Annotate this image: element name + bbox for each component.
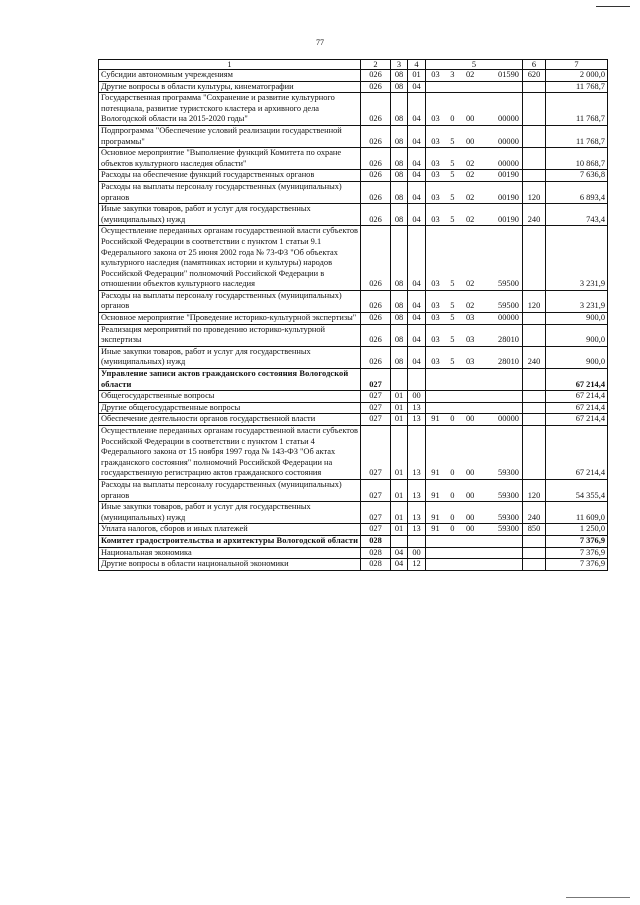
row-code-6 [523, 93, 546, 126]
bottom-mark [566, 897, 630, 898]
row-amount: 900,0 [546, 324, 608, 346]
row-code-2: 026 [361, 324, 391, 346]
row-amount: 3 231,9 [546, 290, 608, 312]
target-code-part: 0 [450, 524, 455, 534]
target-code [427, 193, 521, 204]
row-code-4: 04 [408, 181, 426, 203]
row-code-3: 08 [391, 324, 408, 346]
target-code [427, 468, 521, 479]
row-code-5 [426, 125, 523, 147]
row-code-2: 026 [361, 346, 391, 368]
target-code [427, 513, 521, 524]
row-code-4: 04 [408, 81, 426, 93]
target-code-part: 00000 [498, 313, 519, 323]
target-code-part: 5 [450, 158, 455, 168]
row-code-3: 08 [391, 290, 408, 312]
row-name: Иные закупки товаров, работ и услуг для государственных (муниципальных) нужд [99, 204, 361, 226]
target-code [427, 524, 521, 535]
row-name: Другие общегосударственные вопросы [99, 402, 361, 414]
target-code-part: 5 [450, 170, 455, 180]
row-code-6 [523, 170, 546, 182]
row-code-6: 620 [523, 70, 546, 82]
row-code-6: 240 [523, 502, 546, 524]
target-code-part: 5 [450, 313, 455, 323]
row-amount: 7 376,9 [546, 535, 608, 547]
target-code [427, 491, 521, 502]
row-code-6 [523, 402, 546, 414]
table-row [99, 502, 608, 524]
target-code-part: 02 [465, 158, 475, 168]
target-code-part: 91 [431, 490, 440, 500]
row-code-2: 027 [361, 479, 391, 501]
row-code-5 [426, 502, 523, 524]
row-name: Расходы на выплаты персоналу государственных (муниципальных) органов [99, 290, 361, 312]
row-code-4: 04 [408, 170, 426, 182]
row-code-6 [523, 81, 546, 93]
row-code-3 [391, 369, 408, 391]
row-amount: 743,4 [546, 204, 608, 226]
row-code-6: 120 [523, 290, 546, 312]
target-code-part: 59300 [498, 512, 519, 522]
corner-mark [596, 6, 630, 7]
target-code-part: 03 [431, 70, 440, 79]
target-code [427, 301, 521, 312]
row-code-5 [426, 148, 523, 170]
target-code [427, 313, 521, 324]
target-code-part: 59300 [498, 524, 519, 534]
row-code-6 [523, 313, 546, 325]
target-code-part: 00190 [498, 214, 519, 224]
table-row [99, 226, 608, 291]
row-name: Осуществление переданных органам государственной власти субъектов Российской Федерации в соответствии с пунктом 1 статьи 4 Федерального закона от 15 ноября 1997 года № 143-ФЗ "Об актах гражданского состояния" полномочий Российской Федерации на государственную регистрацию актов гражданского состояния [99, 426, 361, 480]
target-code-part: 02 [465, 214, 475, 224]
header-col-3: 3 [391, 60, 408, 70]
row-code-5 [426, 547, 523, 559]
row-code-5 [426, 535, 523, 547]
row-name: Иные закупки товаров, работ и услуг для государственных (муниципальных) нужд [99, 346, 361, 368]
row-code-2: 027 [361, 414, 391, 426]
target-code-part: 02 [465, 192, 475, 202]
row-code-5 [426, 402, 523, 414]
row-name: Реализация мероприятий по проведению историко-культурной экспертизы [99, 324, 361, 346]
row-code-5 [426, 93, 523, 126]
row-code-5 [426, 369, 523, 391]
row-amount: 900,0 [546, 346, 608, 368]
row-name: Расходы на выплаты персоналу государственных (муниципальных) органов [99, 181, 361, 203]
row-amount: 11 768,7 [546, 125, 608, 147]
table-row [99, 70, 608, 82]
row-code-4: 13 [408, 479, 426, 501]
row-code-2: 027 [361, 369, 391, 391]
row-code-5 [426, 479, 523, 501]
target-code-part: 00000 [498, 136, 519, 146]
row-amount: 67 214,4 [546, 369, 608, 391]
row-code-4: 12 [408, 559, 426, 571]
target-code-part: 03 [431, 279, 440, 289]
target-code-part: 02 [465, 170, 475, 180]
row-code-6: 240 [523, 204, 546, 226]
table-row [99, 391, 608, 403]
row-code-2: 026 [361, 125, 391, 147]
table-row [99, 81, 608, 93]
table-row [99, 148, 608, 170]
row-code-3: 01 [391, 502, 408, 524]
header-col-1: 1 [99, 60, 361, 70]
target-code [427, 335, 521, 346]
row-code-2: 026 [361, 81, 391, 93]
row-name: Иные закупки товаров, работ и услуг для государственных (муниципальных) нужд [99, 502, 361, 524]
row-name: Управление записи актов гражданского состояния Вологодской области [99, 369, 361, 391]
target-code [427, 170, 521, 181]
row-code-2: 026 [361, 226, 391, 291]
row-code-4: 04 [408, 204, 426, 226]
row-amount: 11 768,7 [546, 93, 608, 126]
target-code-part: 00 [465, 414, 475, 424]
table-row [99, 369, 608, 391]
target-code-part: 00 [465, 512, 475, 522]
table-row [99, 426, 608, 480]
row-code-2: 027 [361, 426, 391, 480]
row-code-4: 04 [408, 125, 426, 147]
row-code-3: 08 [391, 181, 408, 203]
table-row [99, 535, 608, 547]
row-code-3: 01 [391, 524, 408, 536]
row-name: Расходы на выплаты персоналу государственных (муниципальных) органов [99, 479, 361, 501]
table-row [99, 93, 608, 126]
page-number: 77 [316, 38, 324, 47]
target-code-part: 91 [431, 414, 440, 424]
target-code-part: 00 [465, 114, 475, 124]
row-code-5 [426, 290, 523, 312]
target-code-part: 5 [450, 279, 455, 289]
target-code [427, 279, 521, 290]
row-code-3: 08 [391, 346, 408, 368]
target-code-part: 03 [465, 335, 475, 345]
table-row [99, 414, 608, 426]
row-code-4: 04 [408, 290, 426, 312]
row-amount: 11 768,7 [546, 81, 608, 93]
target-code-part: 59300 [498, 468, 519, 478]
row-code-3: 08 [391, 226, 408, 291]
row-code-5 [426, 426, 523, 480]
table-body [99, 70, 608, 571]
row-name: Осуществление переданных органам государственной власти субъектов Российской Федерации в соответствии с пунктом 1 статьи 9.1 Федерального закона от 25 июня 2002 года № 73-ФЗ "Об объектах культурного наследия (памятниках истории и культуры) народов Российской Федерации" полномочий Российской Федерации в отношении объектов культурного наследия [99, 226, 361, 291]
header-col-2: 2 [361, 60, 391, 70]
row-code-6 [523, 324, 546, 346]
row-code-3: 08 [391, 313, 408, 325]
row-code-2: 026 [361, 148, 391, 170]
table-row [99, 170, 608, 182]
target-code-part: 5 [450, 136, 455, 146]
row-code-3 [391, 535, 408, 547]
row-code-6 [523, 226, 546, 291]
row-code-2: 027 [361, 391, 391, 403]
row-amount: 67 214,4 [546, 402, 608, 414]
target-code-part: 03 [431, 136, 440, 146]
target-code-part: 0 [450, 414, 455, 424]
target-code-part: 02 [465, 279, 475, 289]
target-code-part: 03 [431, 335, 440, 345]
row-code-4: 04 [408, 148, 426, 170]
target-code-part: 5 [450, 335, 455, 345]
row-code-5 [426, 313, 523, 325]
row-code-5 [426, 324, 523, 346]
table-row [99, 524, 608, 536]
row-code-2: 027 [361, 502, 391, 524]
row-amount: 1 250,0 [546, 524, 608, 536]
row-code-2: 026 [361, 290, 391, 312]
target-code-part: 00000 [498, 158, 519, 168]
header-col-5: 5 [426, 60, 523, 70]
row-code-6 [523, 125, 546, 147]
target-code-part: 00 [465, 490, 475, 500]
row-amount: 7 636,8 [546, 170, 608, 182]
table-row [99, 313, 608, 325]
table-row [99, 402, 608, 414]
row-name: Подпрограмма "Обеспечение условий реализации государственной программы" [99, 125, 361, 147]
target-code-part: 0 [450, 512, 455, 522]
row-amount: 7 376,9 [546, 559, 608, 571]
row-amount: 11 609,0 [546, 502, 608, 524]
table-row [99, 204, 608, 226]
table-row [99, 346, 608, 368]
target-code-part: 03 [431, 214, 440, 224]
row-amount: 3 231,9 [546, 226, 608, 291]
row-code-4 [408, 535, 426, 547]
row-amount: 67 214,4 [546, 426, 608, 480]
row-code-6 [523, 535, 546, 547]
target-code-part: 02 [465, 301, 475, 311]
row-code-2: 026 [361, 313, 391, 325]
table-row [99, 559, 608, 571]
row-code-3: 08 [391, 204, 408, 226]
row-code-4: 00 [408, 547, 426, 559]
target-code-part: 5 [450, 301, 455, 311]
table-row [99, 125, 608, 147]
row-code-4: 04 [408, 226, 426, 291]
row-code-3: 01 [391, 414, 408, 426]
row-code-3: 01 [391, 402, 408, 414]
row-code-2: 028 [361, 559, 391, 571]
row-code-2: 028 [361, 547, 391, 559]
row-amount: 900,0 [546, 313, 608, 325]
row-code-3: 08 [391, 125, 408, 147]
row-amount: 6 893,4 [546, 181, 608, 203]
row-code-5 [426, 81, 523, 93]
row-code-3: 01 [391, 479, 408, 501]
row-name: Субсидии автономным учреждениям [99, 70, 361, 82]
row-code-6 [523, 391, 546, 403]
target-code-part: 02 [465, 70, 475, 79]
table-row [99, 547, 608, 559]
row-code-5 [426, 170, 523, 182]
row-name: Другие вопросы в области национальной экономики [99, 559, 361, 571]
row-name: Общегосударственные вопросы [99, 391, 361, 403]
target-code-part: 91 [431, 468, 440, 478]
target-code-part: 00190 [498, 170, 519, 180]
target-code-part: 59500 [498, 301, 519, 311]
row-name: Государственная программа "Сохранение и развитие культурного потенциала, развитие туристского кластера и архивного дела Вологодской области на 2015-2020 годы" [99, 93, 361, 126]
row-code-3: 04 [391, 547, 408, 559]
row-name: Комитет градостроительства и архитектуры Вологодской области [99, 535, 361, 547]
target-code-part: 5 [450, 192, 455, 202]
row-code-5 [426, 181, 523, 203]
target-code [427, 159, 521, 170]
target-code-part: 00190 [498, 192, 519, 202]
table-row [99, 479, 608, 501]
row-name: Основное мероприятие "Проведение историко-культурной экспертизы" [99, 313, 361, 325]
row-code-6 [523, 148, 546, 170]
target-code-part: 03 [431, 301, 440, 311]
target-code-part: 28010 [498, 357, 519, 367]
target-code-part: 03 [465, 357, 475, 367]
target-code-part: 0 [450, 468, 455, 478]
row-code-2: 026 [361, 204, 391, 226]
row-code-6: 120 [523, 181, 546, 203]
table-row [99, 324, 608, 346]
target-code-part: 91 [431, 512, 440, 522]
row-code-4: 13 [408, 414, 426, 426]
row-amount: 54 355,4 [546, 479, 608, 501]
row-code-3: 08 [391, 70, 408, 82]
target-code-part: 00000 [498, 414, 519, 424]
row-code-6: 240 [523, 346, 546, 368]
target-code-part: 01590 [498, 70, 519, 79]
target-code-part: 03 [465, 313, 475, 323]
row-code-5 [426, 70, 523, 82]
row-code-6 [523, 559, 546, 571]
row-code-4: 04 [408, 93, 426, 126]
row-code-6 [523, 414, 546, 426]
row-code-4: 13 [408, 426, 426, 480]
target-code [427, 357, 521, 368]
row-code-2: 026 [361, 93, 391, 126]
target-code-part: 5 [450, 214, 455, 224]
row-code-3: 08 [391, 81, 408, 93]
target-code-part: 03 [431, 192, 440, 202]
row-code-3: 04 [391, 559, 408, 571]
row-code-4: 04 [408, 346, 426, 368]
row-code-4: 04 [408, 324, 426, 346]
row-code-2: 026 [361, 70, 391, 82]
target-code-part: 59500 [498, 279, 519, 289]
row-code-4: 13 [408, 524, 426, 536]
target-code-part: 00 [465, 136, 475, 146]
row-code-5 [426, 204, 523, 226]
row-name: Национальная экономика [99, 547, 361, 559]
row-name: Обеспечение деятельности органов государственной власти [99, 414, 361, 426]
target-code-part: 00 [465, 524, 475, 534]
target-code-part: 03 [431, 357, 440, 367]
row-code-2: 026 [361, 170, 391, 182]
budget-table [98, 59, 608, 571]
table-row [99, 181, 608, 203]
row-code-5 [426, 391, 523, 403]
row-code-6: 120 [523, 479, 546, 501]
row-code-3: 08 [391, 170, 408, 182]
table-header-row [99, 60, 608, 70]
row-code-5 [426, 414, 523, 426]
header-col-7: 7 [546, 60, 608, 70]
row-name: Другие вопросы в области культуры, кинематографии [99, 81, 361, 93]
row-amount: 10 868,7 [546, 148, 608, 170]
target-code [427, 114, 521, 125]
target-code-part: 03 [431, 170, 440, 180]
target-code-part: 91 [431, 524, 440, 534]
row-code-5 [426, 226, 523, 291]
row-code-6: 850 [523, 524, 546, 536]
row-code-4 [408, 369, 426, 391]
target-code-part: 00000 [498, 114, 519, 124]
header-col-4: 4 [408, 60, 426, 70]
target-code-part: 0 [450, 114, 455, 124]
row-amount: 67 214,4 [546, 414, 608, 426]
row-code-6 [523, 547, 546, 559]
row-code-5 [426, 559, 523, 571]
row-code-4: 04 [408, 313, 426, 325]
row-name: Расходы на обеспечение функций государственных органов [99, 170, 361, 182]
target-code [427, 414, 521, 425]
target-code-part: 00 [465, 468, 475, 478]
header-col-6: 6 [523, 60, 546, 70]
target-code-part: 03 [431, 158, 440, 168]
row-code-4: 13 [408, 402, 426, 414]
row-code-6 [523, 426, 546, 480]
table-row [99, 290, 608, 312]
row-code-2: 027 [361, 402, 391, 414]
target-code-part: 0 [450, 490, 455, 500]
row-code-3: 08 [391, 93, 408, 126]
target-code [427, 137, 521, 148]
target-code-part: 3 [450, 70, 455, 79]
row-amount: 2 000,0 [546, 70, 608, 82]
row-code-5 [426, 524, 523, 536]
row-amount: 67 214,4 [546, 391, 608, 403]
row-code-2: 028 [361, 535, 391, 547]
row-name: Основное мероприятие "Выполнение функций Комитета по охране объектов культурного наследия области" [99, 148, 361, 170]
row-code-2: 026 [361, 181, 391, 203]
row-code-4: 13 [408, 502, 426, 524]
row-code-6 [523, 369, 546, 391]
row-code-4: 00 [408, 391, 426, 403]
target-code-part: 5 [450, 357, 455, 367]
row-code-2: 027 [361, 524, 391, 536]
row-amount: 7 376,9 [546, 547, 608, 559]
row-code-3: 01 [391, 391, 408, 403]
row-code-3: 01 [391, 426, 408, 480]
target-code [427, 70, 521, 81]
row-code-3: 08 [391, 148, 408, 170]
target-code-part: 03 [431, 114, 440, 124]
target-code-part: 03 [431, 313, 440, 323]
target-code-part: 59300 [498, 490, 519, 500]
target-code-part: 28010 [498, 335, 519, 345]
target-code [427, 215, 521, 226]
row-code-5 [426, 346, 523, 368]
row-name: Уплата налогов, сборов и иных платежей [99, 524, 361, 536]
row-code-4: 01 [408, 70, 426, 82]
